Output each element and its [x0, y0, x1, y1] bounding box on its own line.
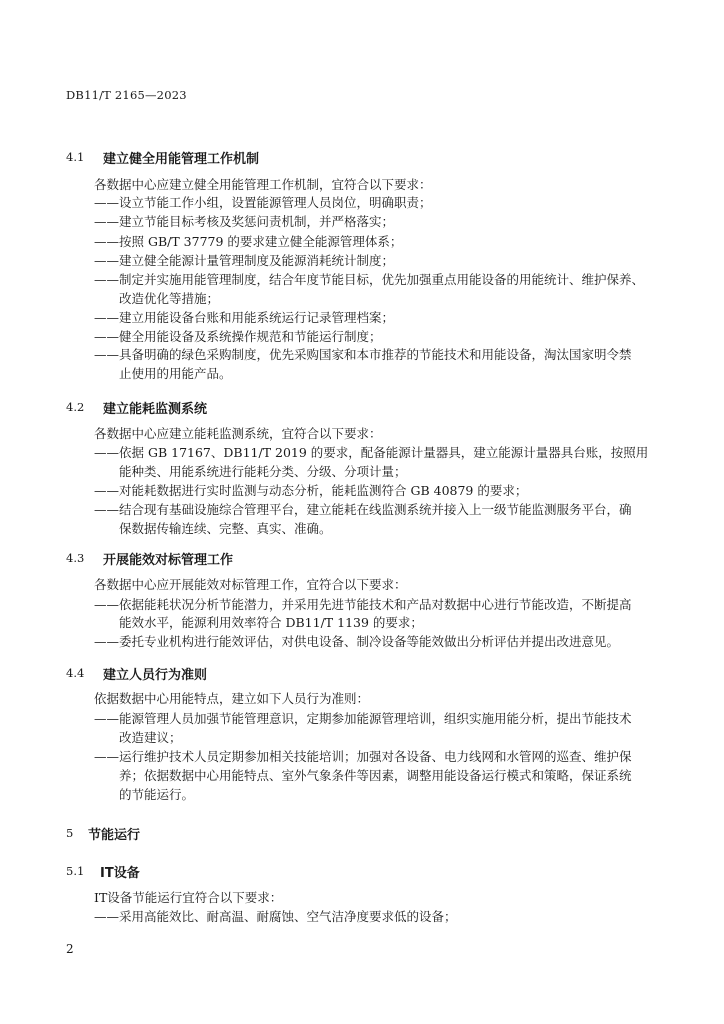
list-item-continuation: 保数据传输连续、完整、真实、准确。	[119, 521, 332, 536]
section-number: 4.3	[66, 551, 85, 565]
list-item: ——制定并实施用能管理制度，结合年度节能目标，优先加强重点用能设备的用能统计、维护保养、	[94, 272, 645, 287]
list-item-continuation: 改造优化等措施；	[119, 291, 220, 306]
section-title: IT设备	[100, 866, 140, 881]
list-item: ——建立用能设备台账和用能系统运行记录管理档案；	[94, 310, 395, 325]
page-number: 2	[66, 942, 74, 956]
section-intro: 依据数据中心用能特点，建立如下人员行为准则：	[94, 691, 370, 706]
list-item: ——具备明确的绿色采购制度，优先采购国家和本市推荐的节能技术和用能设备，淘汰国家明令禁	[94, 347, 632, 362]
section-intro: 各数据中心应建立健全用能管理工作机制，宜符合以下要求：	[94, 177, 432, 192]
list-item-continuation: 改造建议；	[119, 730, 182, 745]
section-number: 5.1	[66, 864, 85, 878]
list-item: ——委托专业机构进行能效评估，对供电设备、制冷设备等能效做出分析评估并提出改进意见。	[94, 634, 620, 649]
list-item: ——设立节能工作小组，设置能源管理人员岗位，明确职责；	[94, 195, 432, 210]
list-item: ——建立健全能源计量管理制度及能源消耗统计制度；	[94, 253, 395, 268]
list-item-continuation: 能效水平，能源利用效率符合 DB11/T 1139 的要求；	[119, 615, 423, 630]
list-item-continuation: 的节能运行。	[119, 787, 195, 802]
list-item: ——采用高能效比、耐高温、耐腐蚀、空气洁净度要求低的设备；	[94, 909, 457, 924]
section-title: 建立健全用能管理工作机制	[103, 152, 260, 167]
chapter-title: 节能运行	[88, 828, 141, 843]
section-title: 建立人员行为准则	[103, 668, 208, 683]
section-title: 开展能效对标管理工作	[103, 553, 234, 568]
list-item: ——依据能耗状况分析节能潜力，并采用先进节能技术和产品对数据中心进行节能改造，不断提高	[94, 597, 632, 612]
list-item: ——按照 GB/T 37779 的要求建立健全能源管理体系；	[94, 234, 403, 249]
list-item: ——建立节能目标考核及奖惩问责机制，并严格落实；	[94, 214, 395, 229]
section-number: 4.1	[66, 150, 85, 164]
list-item: ——运行维护技术人员定期参加相关技能培训；加强对各设备、电力线网和水管网的巡查、维护保	[94, 749, 632, 764]
section-intro: IT设备节能运行宜符合以下要求：	[94, 890, 283, 905]
chapter-number: 5	[66, 826, 74, 840]
list-item: ——能源管理人员加强节能管理意识，定期参加能源管理培训，组织实施用能分析，提出节能技术	[94, 711, 632, 726]
section-number: 4.2	[66, 400, 85, 414]
list-item: ——健全用能设备及系统操作规范和节能运行制度；	[94, 329, 382, 344]
section-intro: 各数据中心应开展能效对标管理工作，宜符合以下要求：	[94, 577, 407, 592]
section-intro: 各数据中心应建立能耗监测系统，宜符合以下要求：	[94, 426, 382, 441]
section-title: 建立能耗监测系统	[103, 402, 208, 417]
list-item: ——结合现有基础设施综合管理平台，建立能耗在线监测系统并接入上一级节能监测服务平台，确	[94, 502, 632, 517]
list-item: ——依据 GB 17167、DB11/T 2019 的要求，配备能源计量器具，建立能源计量器具台账，按照用	[94, 445, 649, 460]
list-item-continuation: 止使用的用能产品。	[119, 366, 232, 381]
document-id: DB11/T 2165—2023	[66, 88, 187, 102]
list-item: ——对能耗数据进行实时监测与动态分析，能耗监测符合 GB 40879 的要求；	[94, 483, 528, 498]
section-number: 4.4	[66, 666, 85, 680]
list-item-continuation: 能种类、用能系统进行能耗分类、分级、分项计量；	[119, 464, 407, 479]
list-item-continuation: 养；依据数据中心用能特点、室外气象条件等因素，调整用能设备运行模式和策略，保证系统	[119, 768, 632, 783]
